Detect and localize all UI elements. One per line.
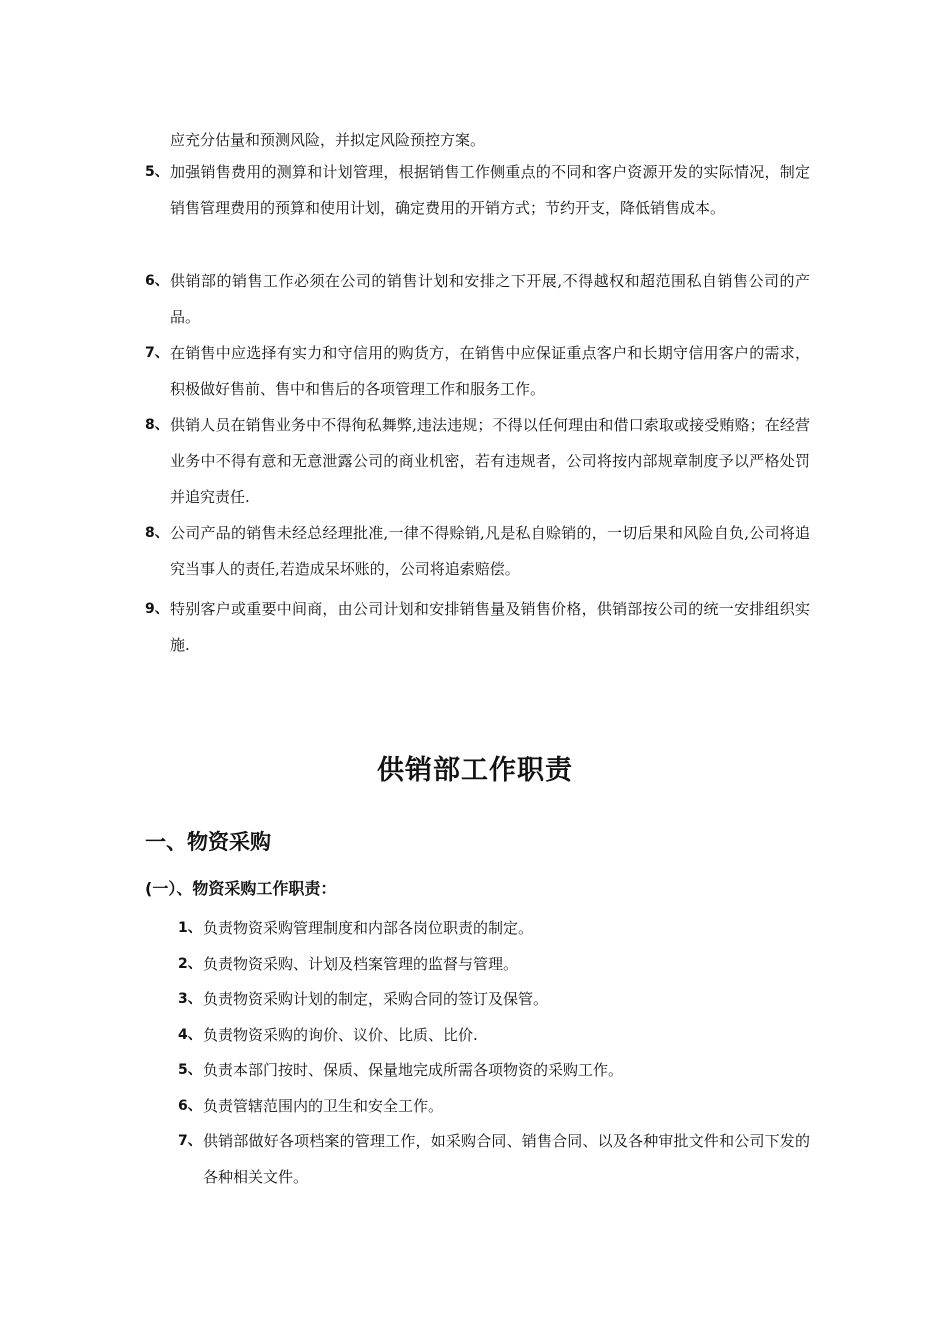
item-number: 5、 bbox=[145, 164, 169, 180]
item-text: 特别客户或重要中间商，由公司计划和安排销售量及销售价格，供销部按公司的统一安排组织实施. bbox=[170, 600, 810, 654]
duty-text: 负责物资采购计划的制定，采购合同的签订及保管。 bbox=[203, 990, 549, 1008]
duty-item bbox=[178, 946, 810, 982]
item-text: 供销人员在销售业务中不得徇私舞弊,违法违规；不得以任何理由和借口索取或接受贿赂；在经营业务中不得有意和无意泄露公司的商业机密，若有违规者，公司将按内部规章制度予以严格处罚并追究责任. bbox=[170, 416, 810, 506]
item-number: 8、 bbox=[145, 417, 169, 433]
duty-text: 负责物资采购的询价、议价、比质、比价. bbox=[203, 1026, 478, 1044]
duty-number: 1、 bbox=[178, 920, 202, 936]
duty-item bbox=[178, 1123, 810, 1195]
duty-text: 负责本部门按时、保质、保量地完成所需各项物资的采购工作。 bbox=[203, 1061, 624, 1079]
duty-number: 5、 bbox=[178, 1062, 202, 1078]
subsection-heading: (一）、物资采购工作职责： bbox=[145, 879, 337, 898]
item-text: 供销部的销售工作必须在公司的销售计划和安排之下开展,不得越权和超范围私自销售公司的产品。 bbox=[170, 272, 810, 326]
duty-text: 负责物资采购、计划及档案管理的监督与管理。 bbox=[203, 955, 519, 973]
duty-text: 负责物资采购管理制度和内部各岗位职责的制定。 bbox=[203, 919, 534, 937]
duty-number: 7、 bbox=[178, 1133, 202, 1149]
page-title: 供销部工作职责 bbox=[377, 755, 573, 786]
duty-item bbox=[178, 1052, 810, 1088]
item-number: 9、 bbox=[145, 601, 169, 617]
duty-number: 2、 bbox=[178, 956, 202, 972]
duty-text: 负责管辖范围内的卫生和安全工作。 bbox=[203, 1097, 444, 1115]
list-item bbox=[145, 515, 810, 587]
duty-item bbox=[178, 1017, 810, 1053]
duty-item bbox=[178, 981, 810, 1017]
duty-number: 4、 bbox=[178, 1027, 202, 1043]
item-text: 在销售中应选择有实力和守信用的购货方，在销售中应保证重点客户和长期守信用客户的需求，积极做好售前、售中和售后的各项管理工作和服务工作。 bbox=[170, 344, 810, 398]
item-text: 公司产品的销售未经总经理批准,一律不得赊销,凡是私自赊销的，一切后果和风险自负,公司将追究当事人的责任,若造成呆坏账的，公司将追索赔偿。 bbox=[170, 524, 810, 578]
item-number: 6、 bbox=[145, 273, 169, 289]
item-number: 7、 bbox=[145, 345, 169, 361]
section-heading: 一、物资采购 bbox=[145, 830, 271, 854]
list-item bbox=[145, 335, 810, 407]
duty-item bbox=[178, 910, 810, 946]
continuation-text: 应充分估量和预测风险，并拟定风险预控方案。 bbox=[170, 131, 486, 149]
list-item bbox=[145, 407, 810, 515]
list-item bbox=[145, 154, 810, 226]
duty-number: 6、 bbox=[178, 1098, 202, 1114]
list-item bbox=[145, 591, 810, 663]
item-number: 8、 bbox=[145, 525, 169, 541]
item-text: 加强销售费用的测算和计划管理，根据销售工作侧重点的不同和客户资源开发的实际情况，制定销售管理费用的预算和使用计划，确定费用的开销方式；节约开支，降低销售成本。 bbox=[170, 163, 810, 217]
duty-text: 供销部做好各项档案的管理工作，如采购合同、销售合同、以及各种审批文件和公司下发的各种相关文件。 bbox=[203, 1132, 810, 1186]
duty-number: 3、 bbox=[178, 991, 202, 1007]
duty-item bbox=[178, 1088, 810, 1124]
list-item bbox=[145, 263, 810, 335]
